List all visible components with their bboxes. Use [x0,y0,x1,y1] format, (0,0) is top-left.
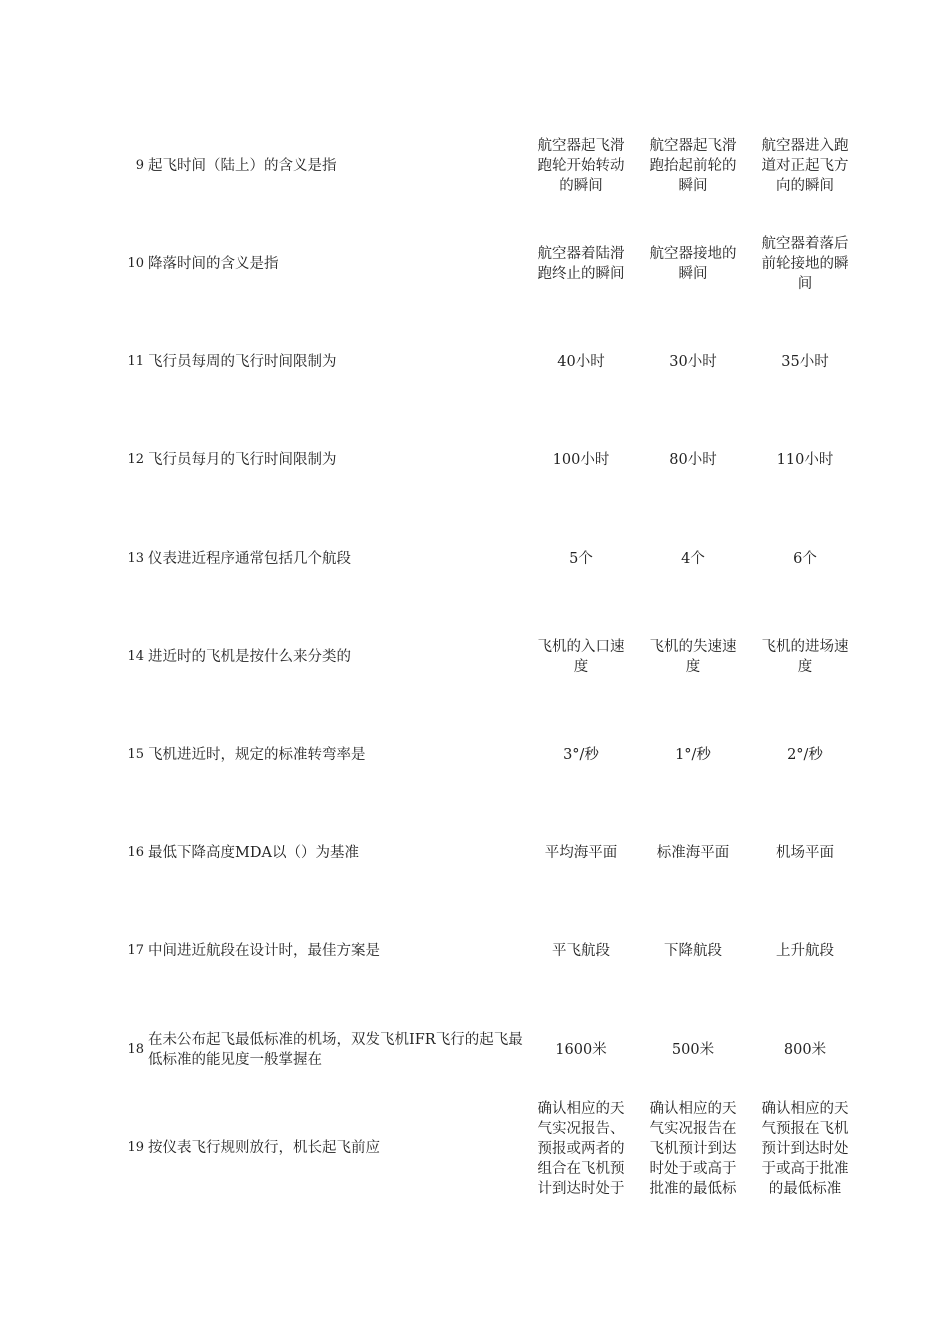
question-row [0,510,950,608]
option-a: 航空器起飞滑跑轮开始转动的瞬间 [537,138,625,194]
option-b: 下降航段 [664,943,722,959]
question-text: 起飞时间（陆上）的含义是指 [148,158,337,174]
question-text: 飞行员每月的飞行时间限制为 [148,452,337,468]
question-text: 仪表进近程序通常包括几个航段 [148,551,351,567]
option-b: 1°/秒 [675,747,711,763]
question-row [0,902,950,1000]
question-row [0,411,950,509]
question-row [0,1001,950,1099]
option-c: 110小时 [776,452,834,468]
question-text: 飞行员每周的飞行时间限制为 [148,354,337,370]
option-a: 飞机的入口速度 [537,639,625,675]
option-a: 3°/秒 [563,747,599,763]
option-a: 航空器着陆滑跑终止的瞬间 [537,246,625,282]
question-number: 18 [127,1042,144,1057]
option-b: 航空器起飞滑跑抬起前轮的瞬间 [649,138,737,194]
option-b: 30小时 [669,354,717,370]
question-text: 在未公布起飞最低标准的机场，双发飞机IFR飞行的起飞最低标准的能见度一般掌握在 [148,1032,523,1068]
option-c: 800米 [783,1042,827,1058]
question-row [0,313,950,411]
option-c: 飞机的进场速度 [761,639,849,675]
option-c: 机场平面 [776,845,834,861]
question-row [0,706,950,804]
question-row [0,804,950,902]
option-a: 40小时 [557,354,605,370]
option-b: 确认相应的天气实况报告在飞机预计到达时处于或高于批准的最低标 [649,1101,737,1197]
question-row [0,215,950,313]
option-b: 飞机的失速速度 [649,639,737,675]
question-number: 12 [127,452,144,467]
option-a: 1600米 [555,1042,607,1058]
question-number: 11 [127,354,144,369]
option-a: 平飞航段 [552,943,610,959]
question-row [0,1099,950,1197]
option-b: 4个 [681,551,705,567]
question-text: 降落时间的含义是指 [148,256,279,272]
option-c: 35小时 [781,354,829,370]
option-c: 航空器着落后前轮接地的瞬间 [761,236,849,292]
question-number: 9 [135,158,144,173]
question-number: 13 [127,551,144,566]
option-b: 航空器接地的瞬间 [649,246,737,282]
question-number: 15 [127,747,144,762]
option-a: 5个 [569,551,593,567]
question-text: 最低下降高度MDA以（）为基准 [148,845,359,861]
option-c: 6个 [793,551,817,567]
question-number: 10 [127,256,144,271]
question-number: 16 [127,845,144,860]
question-row [0,117,950,215]
question-text: 按仪表飞行规则放行，机长起飞前应 [148,1140,380,1156]
option-a: 100小时 [552,452,610,468]
question-text: 飞机进近时，规定的标准转弯率是 [148,747,366,763]
option-b: 500米 [671,1042,715,1058]
question-number: 14 [127,649,144,664]
question-number: 17 [127,943,144,958]
option-c: 航空器进入跑道对正起飞方向的瞬间 [761,138,849,194]
option-b: 标准海平面 [656,845,730,861]
option-c: 上升航段 [776,943,834,959]
option-c: 2°/秒 [787,747,823,763]
option-a: 确认相应的天气实况报告、预报或两者的组合在飞机预计到达时处于 [537,1101,625,1197]
option-b: 80小时 [669,452,717,468]
question-number: 19 [127,1140,144,1155]
question-text: 进近时的飞机是按什么来分类的 [148,649,351,665]
option-a: 平均海平面 [544,845,618,861]
question-text: 中间进近航段在设计时，最佳方案是 [148,943,380,959]
question-row [0,608,950,706]
option-c: 确认相应的天气预报在飞机预计到达时处于或高于批准的最低标准 [761,1101,849,1197]
